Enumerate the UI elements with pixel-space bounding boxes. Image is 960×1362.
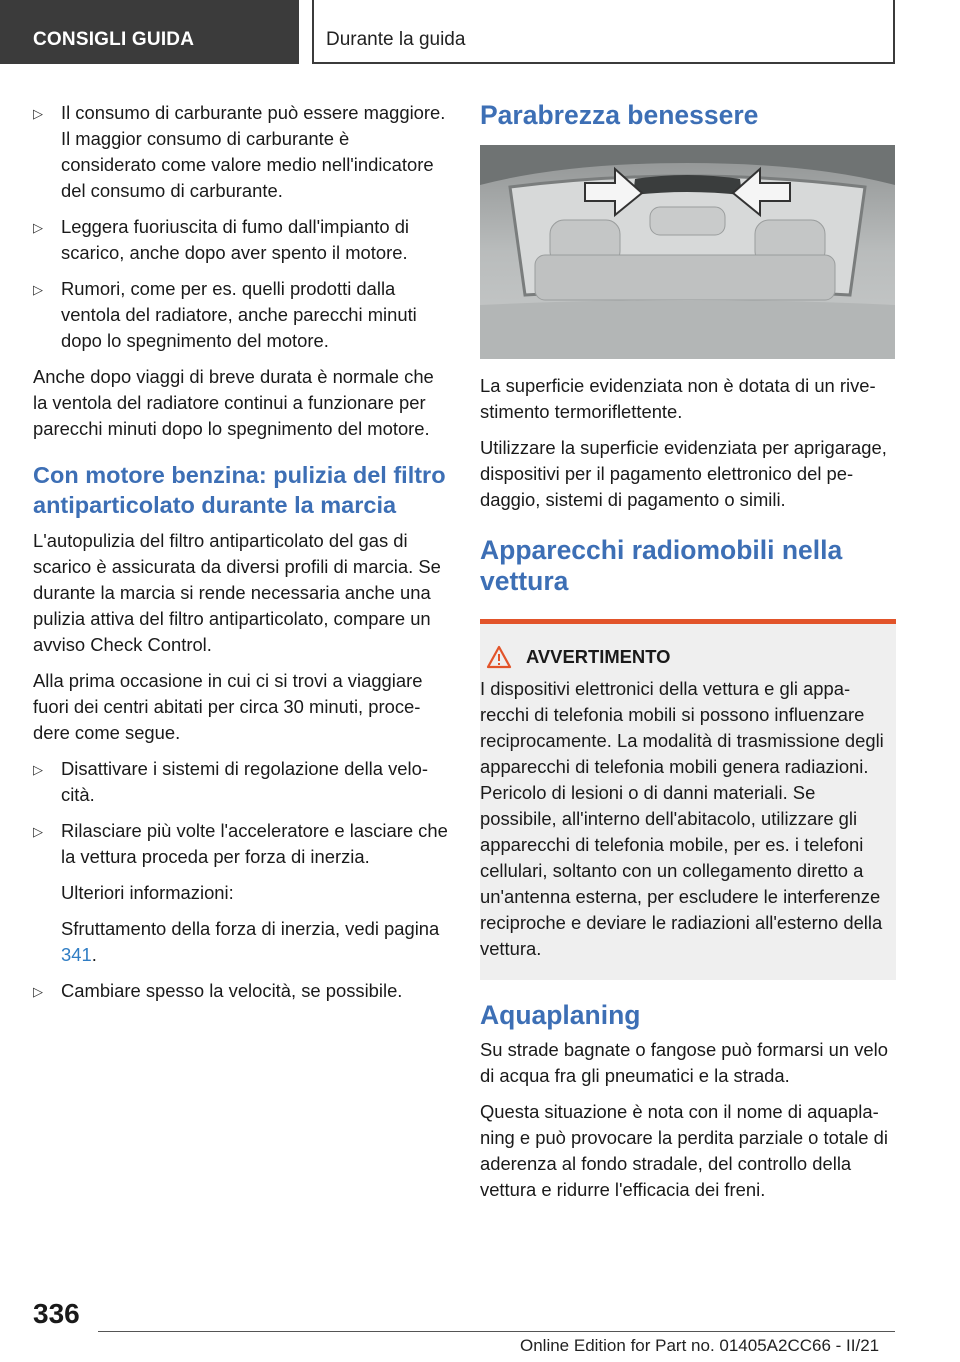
section-heading: Aquaplaning — [480, 1000, 641, 1030]
paragraph: Su strade bagnate o fangose può formarsi un velo di acqua fra gli pneumatici e la strada. — [480, 1039, 888, 1086]
cross-reference: Sfruttamento della forza di inerzia, vedi pagina 341. — [61, 918, 440, 965]
list-item: ▷ Rilasciare più volte l'acceleratore e lasciare che la vettura proceda per forza di inerzia. — [33, 820, 448, 867]
warning-triangle-icon — [486, 645, 512, 669]
paragraph: La superficie evidenziata non è dotata di un rivestimento termoriflettente. — [480, 375, 876, 422]
section-heading: Parabrezza benessere — [480, 100, 759, 130]
paragraph: Questa situazione è nota con il nome di aquaplaning e può provocare la perdita parziale o totale di aderenza al fondo stradale, del controllo della vettura e ridurre l'efficacia dei freni. — [480, 1101, 888, 1200]
warning-title: AVVERTIMENTO — [526, 646, 671, 667]
page-number: 336 — [33, 1298, 80, 1329]
warning-box — [480, 619, 896, 980]
section-tab: CONSIGLI GUIDA — [0, 0, 299, 64]
list-item: ▷ Leggera fuoriuscita di fumo dall'impianto di scarico, anche dopo aver spento il motore. — [33, 216, 410, 263]
paragraph: Alla prima occasione in cui ci si trovi a viaggiare fuori dei centri abitati per circa 30 minuti, procedere come segue. — [33, 670, 423, 743]
page-link[interactable]: 341 — [61, 944, 92, 965]
windshield-photo — [480, 145, 895, 359]
triangle-bullet-icon: ▷ — [33, 762, 43, 777]
section-heading: Apparecchi radiomobili nella vettura — [480, 535, 843, 596]
edition-note: Online Edition for Part no. 01405A2CC66 - II/21 — [520, 1336, 880, 1355]
triangle-bullet-icon: ▷ — [33, 824, 43, 839]
paragraph: Anche dopo viaggi di breve durata è normale che la ventola del radiatore continui a funzionare per parecchi minuti dopo lo spegnimento del motore. — [33, 366, 434, 439]
list-item: ▷ Il consumo di carburante può essere maggiore. Il maggior consumo di carburante è considerato come valore medio nell'indicatore del consumo di carburante. — [33, 102, 446, 201]
list-item: ▷ Cambiare spesso la velocità, se possibile. — [33, 978, 449, 1004]
footer-divider — [98, 1331, 895, 1332]
triangle-bullet-icon: ▷ — [33, 282, 43, 297]
chapter-title: Durante la guida — [312, 0, 895, 64]
paragraph: Utilizzare la superficie evidenziata per aprigarage, dispositivi per il pagamento elettronico del pedaggio, sistemi di pagamento o simili. — [480, 437, 887, 510]
triangle-bullet-icon: ▷ — [33, 220, 43, 235]
section-heading: Con motore benzina: pulizia del filtro antiparticolato durante la marcia — [33, 462, 446, 518]
triangle-bullet-icon: ▷ — [33, 106, 43, 121]
triangle-bullet-icon: ▷ — [33, 984, 43, 999]
paragraph: L'autopulizia del filtro antiparticolato del gas di scarico è assicurata da diversi profili di marcia. Se durante la marcia si rende necessaria anche una pulizia attiva del filtro antiparticolato, compare un avviso Check Control. — [33, 530, 441, 655]
list-item: ▷ Rumori, come per es. quelli prodotti dalla ventola del radiatore, anche parecchi minuti dopo lo spegnimento del motore. — [33, 278, 417, 351]
list-item: ▷ Disattivare i sistemi di regolazione della velocità. — [33, 758, 428, 805]
left-column — [33, 100, 449, 1014]
warning-text: I dispositivi elettronici della vettura e gli apparecchi di telefonia mobili si possono influenzare reciprocamente. La modalità di trasmissione degli apparecchi di telefonia mobili genera radiazioni. Pericolo di lesioni o di danni materiali. Se possibile, all'interno dell'abitacolo, utilizzare gli apparecchi di telefonia mobile, per es. i telefoni cellulari, soltanto con un collegamento diretto a un'antenna esterna, per escludere le interferenze reciproche e deviare le radiazioni all'esterno della vettura. — [480, 678, 884, 959]
more-info-label: Ulteriori informazioni: — [61, 882, 234, 903]
right-column — [480, 100, 896, 1213]
